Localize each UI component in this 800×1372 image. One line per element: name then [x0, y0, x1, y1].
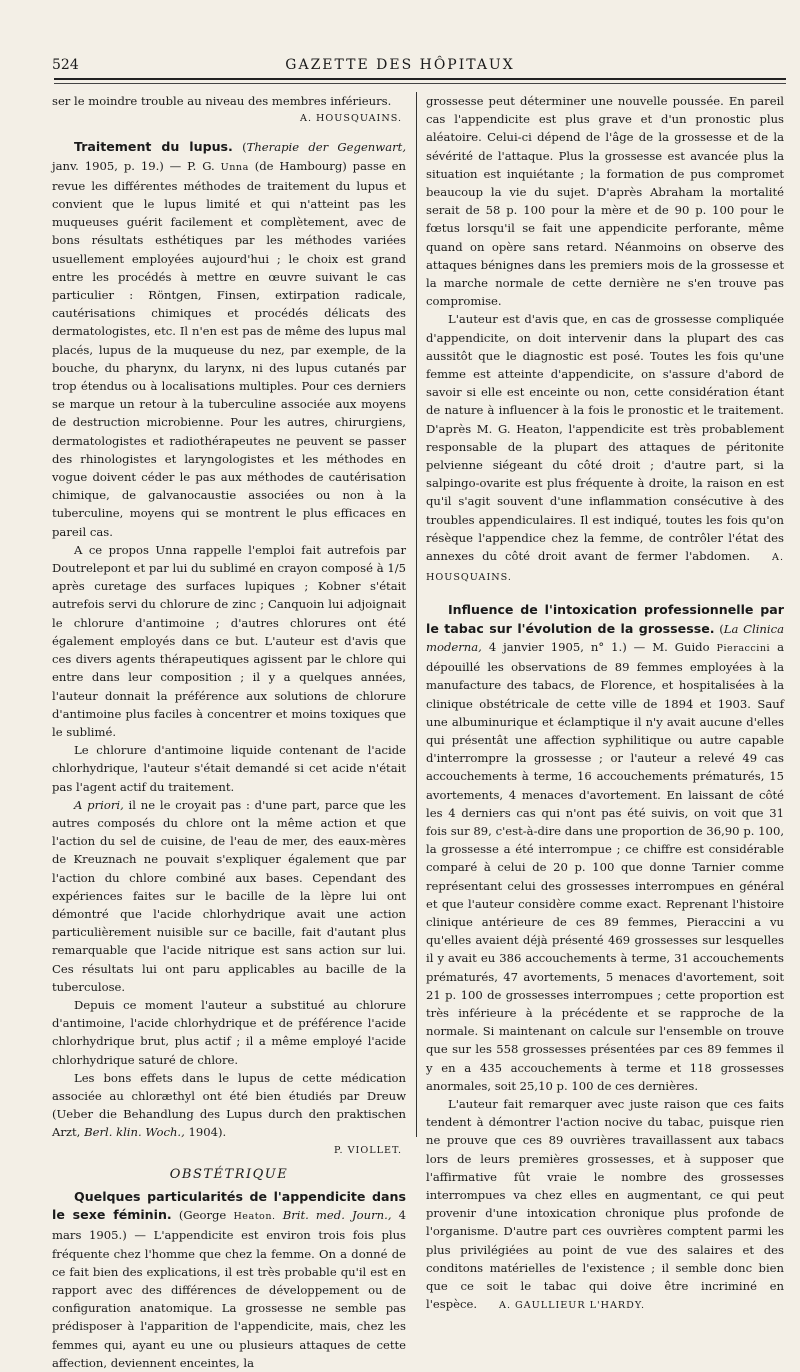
source-text: 4 mars 1905.) —: [52, 1208, 407, 1243]
article-body: a dépouillé les observations de 89 femmes employées à la manufacture des tabacs, de Florence, et hospitalisées à la clinique obstétricale de cette ville de 1894 et 1903. Sauf une albuminurique et éclamptique il n'y avait aucune d'elles qui présentât une affection syphilitique ou autre capable d'interrompre la grossesse ; or l'auteur a relevé 49 cas accouchements à terme, 16 accouchements prématurés, 15 avortements, 4 menaces d'avortement. En laissant de côté les 4 derniers cas qui n'ont pas été suivis, on voit que 31 fois sur 89, c'est-à-dire dans une proportion de 36,90 p. 100, la grossesse a été interrompue ; ce chiffre est considérable comparé à celui de 20 p. 100 que donne Tarnier comme représentant celui des grossesses interrompues en général et que l'auteur considère comme exact. Reprenant l'histoire clinique antérieure de ces 89 femmes, Pieraccini a vu qu'elles avaient déjà présenté 469 grossesses sur lesquelles il y avait eu 386 accouchements à terme, 31 accouchements prématurés, 47 avortements, 5 menaces d'avortement, soit 21 p. 100 de grossesses interrompues ; cette proportion est très inférieure à la précédente et se rapproche de la normale. Si maintenant on calcule sur l'ensemble on trouve que sur les 558 grossesses présentées par ces 89 femmes il y en a 435 accouchements à terme et 118 grossesses anormales, soit 25,10 p. 100 de ces dernières.: [426, 639, 784, 1093]
left-column: [52, 92, 406, 1372]
paragraph-text: L'auteur fait remarquer avec juste raison que ces faits tendent à démontrer l'action nocive du tabac, puisque rien ne prouve que ces 89 ouvrières travaillassent aux tabacs lors de leurs premières grossesses, et à supposer que l'affirmative fût vraie le nombre des grossesses interrompues va chez elles en augmentant, ce qui peut provenir d'une intoxication chronique plus profonde de l'organisme. D'autre part ces ouvrières comptent parmi les plus privilégiées au point de vue des salaires et des conditons matérielles de l'existence ; il semble donc bien que ce soit le tabac qui doive être incriminé en l'espèce.: [426, 1096, 784, 1312]
paragraph: [52, 1069, 406, 1142]
paragraph: grossesse peut déterminer une nouvelle poussée. En pareil cas l'appendicite est plus grave et d'un pronostic plus aléatoire. Celui-ci dépend de l'âge de la grossesse et de la sévérité de l'attaque. Plus la grossesse est avancée plus la situation est inquiétante ; la formation de pus compromet beaucoup la vie du sujet. D'après Abraham la mortalité serait de 58 p. 100 pour la mère et de 90 p. 100 pour le fœtus lorsqu'il se fait une appendicite perforante, même quand on opère sans retard. Néanmoins on observe des attaques bénignes dans les premiers mois de la grossesse et la marche normale de cette dernière ne s'en trouve pas compromise.: [426, 94, 784, 309]
paragraph: Le chlorure d'antimoine liquide contenant de l'acide chlorhydrique, l'auteur s'était demandé si cet acide n'était pas l'agent actif du traitement.: [52, 743, 406, 794]
right-column: [426, 92, 784, 1315]
journal-reference: Therapie der Gegenwart,: [246, 140, 406, 155]
author-name: Unna: [220, 161, 249, 173]
paragraph: [52, 796, 406, 996]
article-title: Influence de l'intoxication professionnelle par le tabac sur l'évolution de la grossesse.: [426, 602, 784, 636]
journal-reference: La Clinica moderna,: [426, 621, 785, 654]
italic-phrase: A priori,: [74, 797, 124, 812]
paragraph: [426, 310, 784, 587]
article-body: L'appendicite est environ trois fois plus fréquente chez l'homme que chez la femme. On a donné de ce fait bien des explications, il est très probable qu'il est en rapport avec des différences de développement ou de configuration anatomique. La grossesse ne semble pas prédisposer à l'apparition de l'appendicite, mais, chez les femmes qui, ayant eu une ou plusieurs attaques de cette affection, deviennent enceintes, la: [52, 1228, 406, 1370]
author-signature: P. VIOLLET.: [334, 1144, 402, 1156]
article-title: Quelques particularités de l'appendicite dans le sexe féminin.: [52, 1188, 406, 1223]
page-number: 524: [52, 57, 79, 73]
journal-reference: Berl. klin. Woch.,: [84, 1125, 185, 1140]
article-tabac-grossesse: [426, 601, 784, 1094]
page-header: [0, 0, 800, 80]
article-appendicite: [52, 1188, 406, 1372]
source-text: janv. 1905, p. 19.) — P. G.: [52, 158, 221, 173]
journal-reference: Brit. med. Journ.,: [275, 1208, 392, 1223]
paragraph-text: L'auteur est d'avis que, en cas de grossesse compliquée d'appendicite, on doit intervenir dans la plupart des cas aussitôt que le diagnostic est posé. Toutes les fois qu'une femme est atteinte d'appendicite, on s'assure d'abord de savoir si elle est enceinte ou non, cette considération étant de nature à influencer à la fois le pronostic et le traitement. D'après M. G. Heaton, l'appendicite est très probablement responsable de la plupart des attaques de péritonite pelvienne siégeant du côté droit ; d'autre part, si la salpingo-ovarite est plus fréquente à droite, la raison en est qu'il s'agit souvent d'une inflammation consécutive à des troubles appendiculaires. Il est indiqué, toutes les fois qu'on résèque l'appendice chez la femme, de contrôler l'état des annexes du côté droit avant de fermer l'abdomen.: [426, 312, 784, 564]
author-signature: A. HOUSQUAINS.: [426, 552, 784, 584]
journal-title: GAZETTE DES HÔPITAUX: [285, 57, 515, 73]
author-signature: A. GAULLIEUR L'HARDY.: [499, 1300, 645, 1312]
author-signature: A. HOUSQUAINS.: [300, 113, 402, 125]
paragraph-text: 1904).: [184, 1125, 227, 1140]
source-text: (George: [171, 1208, 234, 1223]
paragraph-text: Les bons effets dans le lupus de cette médication associée au chloræthyl ont été bien étudiés par Dreuw (Ueber die Behandlung des Lupus durch den praktischen Arzt,: [52, 1070, 406, 1140]
paragraph: [426, 1095, 784, 1315]
section-heading: OBSTÉTRIQUE: [169, 1166, 289, 1182]
source-text: (: [714, 621, 724, 636]
paragraph: A ce propos Unna rappelle l'emploi fait autrefois par Doutrelepont et par lui du sublimé en crayon composé à 1/5 après curetage des surfaces lupiques ; Kobner s'était autrefois servi du chlorure de zinc ; Canquoin lui adjoignait le chlorure d'antimoine ; d'autres chlorures ont été également employés dans ce but. L'auteur est d'avis que ces divers agents thérapeutiques agissent par le chlore qui entre dans leur composition ; il y a quelques années, l'auteur donnait la préférence aux solutions de chlorure d'antimoine plus faciles à concentrer et moins toxiques que le sublimé.: [52, 542, 406, 739]
paragraph: ser le moindre trouble au niveau des membres inférieurs.: [52, 94, 392, 108]
author-name: Pieraccini: [716, 642, 771, 654]
paragraph: Depuis ce moment l'auteur a substitué au chlorure d'antimoine, l'acide chlorhydrique et de préférence l'acide chlorhydrique brut, plus actif ; il a même employé l'acide chlorhydrique saturé de chlore.: [52, 997, 406, 1067]
source-text: 4 janvier 1905, n° 1.) — M. Guido: [481, 639, 717, 654]
article-title: Traitement du lupus.: [74, 139, 233, 155]
paragraph-text: il ne le croyait pas : d'une part, parce que les autres composés du chlore ont la même action et que l'action du sel de cuisine, de l'eau de mer, des eaux-mères de Kreuznach ne pouvait s'expliquer également que par l'action du chlore combiné aux bases. Cependant des expériences faites sur le bacille de la lèpre lui ont démontré que l'acide chlorhydrique avait une action particulièrement nuisible sur ce bacille, fait d'autant plus remarquable que l'acide nitrique est sans action sur lui. Ces résultats lui ont paru applicables au bacille de la tuberculose.: [52, 797, 406, 994]
column-divider: [416, 92, 417, 1137]
source-text: (: [232, 140, 247, 155]
author-name: Heaton.: [233, 1211, 276, 1223]
article-body: (de Hambourg) passe en revue les différentes méthodes de traitement du lupus et convient que le lupus limité et qui n'atteint pas les muqueuses guérit facilement et complètement, avec de bons résultats esthétiques par les méthodes variées usuellement employées aujourd'hui ; le choix est grand entre les procédés à mettre en œuvre suivant le cas particulier : Röntgen, Finsen, extirpation radicale, cautérisations chimiques et procédés délicats des dermatologistes, etc. Il n'en est pas de même des lupus mal placés, lupus de la muqueuse du nez, par exemple, de la bouche, du pharynx, du larynx, ni des lupus cutanés par trop étendus ou à localisations multiples. Pour ces derniers se marque un retour à la tuberculine associée aux moyens de destruction microbienne. Pour les autres, chirurgiens, dermatologistes et radiothérapeutes ne peuvent se passer des rhinologistes et laryngologistes et les méthodes en vogue doivent céder le pas aux méthodes de cautérisation chimique, de galvanocaustie associées ou non à la tuberculine, moyens qui se montrent le plus efficaces en pareil cas.: [52, 158, 407, 539]
article-traitement-lupus: [52, 138, 406, 540]
header-rule-thin: [54, 83, 786, 84]
header-rule: [54, 78, 786, 80]
